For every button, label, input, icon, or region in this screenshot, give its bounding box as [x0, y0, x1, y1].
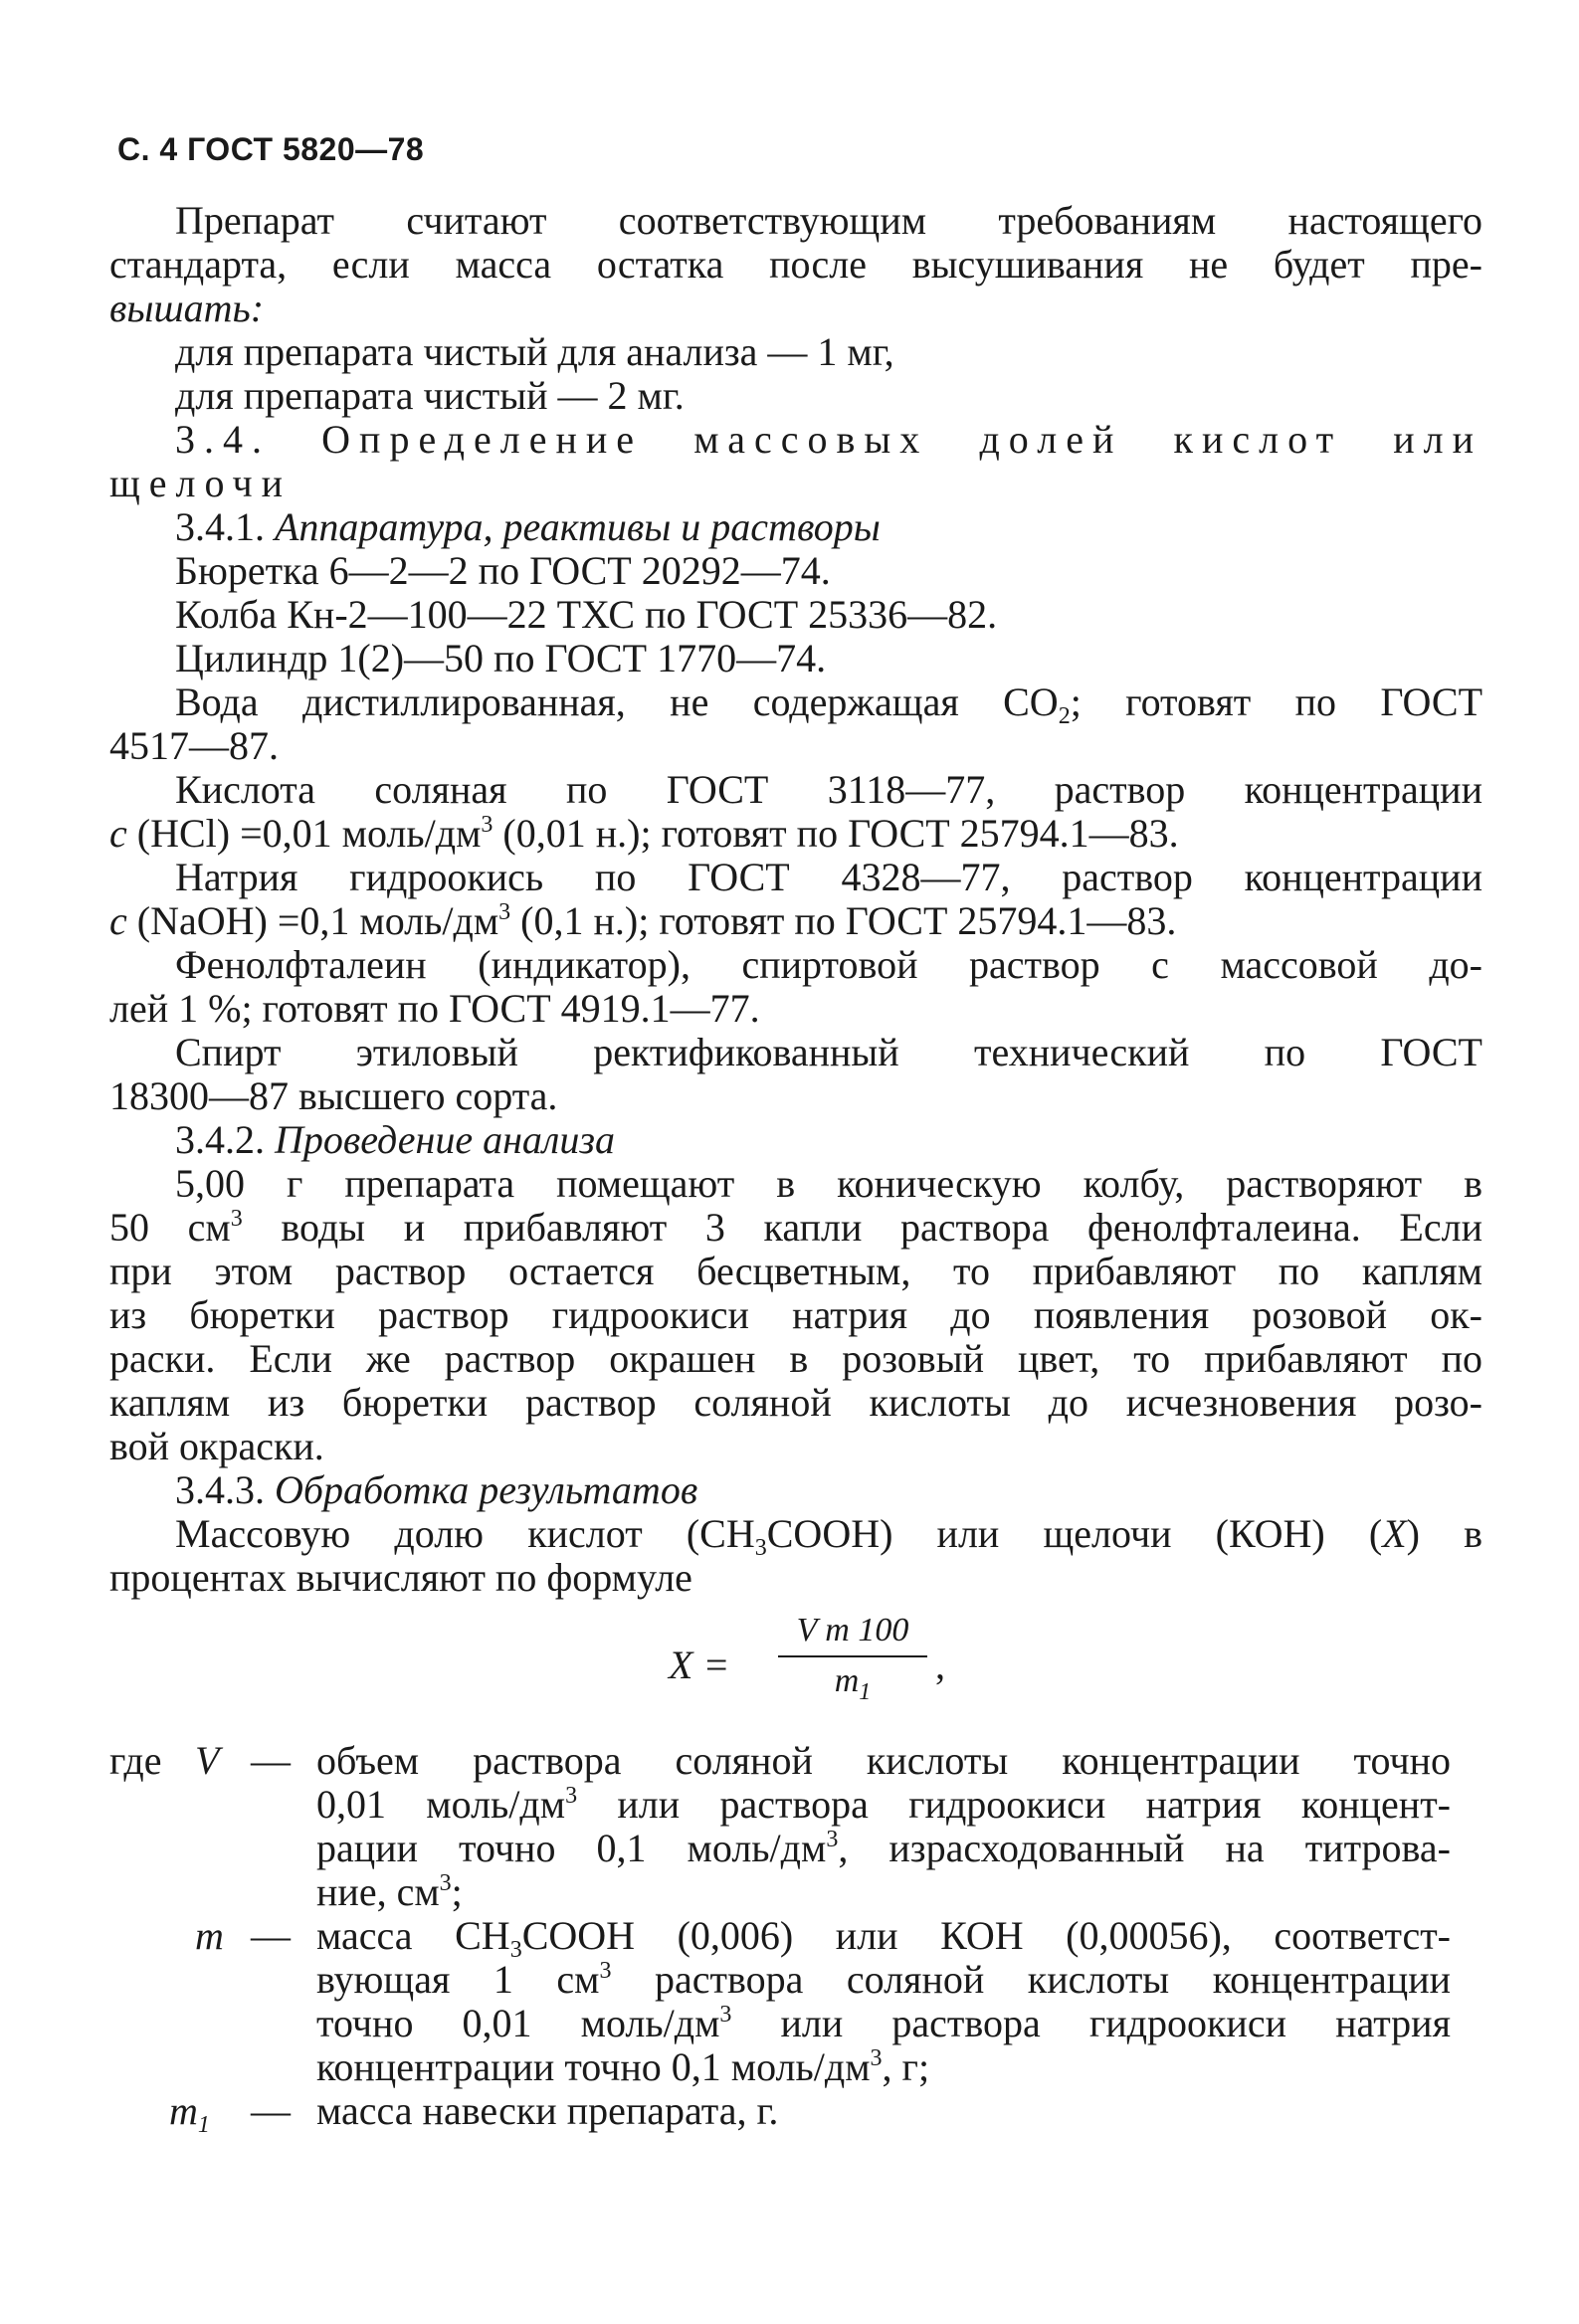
superscript: 3	[870, 2045, 883, 2071]
text-span: ние, см	[316, 1869, 440, 1914]
formula-fraction	[778, 1610, 927, 1703]
text-span	[175, 1511, 1482, 1561]
text-span	[316, 1913, 1452, 1963]
text-span: , израсходованный на титрова-	[838, 1826, 1451, 1870]
text-span	[316, 1957, 1451, 2002]
subsection-heading-3-4-3	[109, 1468, 1482, 1512]
superscript: 3	[230, 1206, 243, 1232]
paragraph-line	[109, 899, 1482, 943]
def-term-m: m	[195, 1913, 224, 1958]
text-span: (HCl) =0,01 моль/дм	[126, 811, 482, 856]
text-span: воды и прибавляют 3 капли раствора фенолфталеина. Если	[242, 1205, 1482, 1250]
def-line	[316, 1958, 1451, 2002]
paragraph-line: при этом раствор остается бесцветным, то прибавляют по каплям	[109, 1249, 1482, 1293]
text-span: COOH (0,006) или КОН (0,00056), соответст-	[521, 1913, 1452, 1958]
subscript: 2	[1058, 703, 1071, 729]
text-span: , г;	[882, 2044, 930, 2089]
paragraph-line: Кислота соляная по ГОСТ 3118—77, раствор концентрации	[175, 767, 1482, 812]
def-line	[316, 2045, 1451, 2089]
paragraph-line: Бюретка 6—2—2 по ГОСТ 20292—74.	[175, 548, 831, 593]
paragraph-line: Цилиндр 1(2)—50 по ГОСТ 1770—74.	[175, 636, 827, 680]
text-span: ;	[451, 1869, 463, 1914]
text-span: точно 0,01 моль/дм	[316, 2001, 720, 2045]
paragraph-line: 18300—87 высшего сорта.	[109, 1073, 558, 1118]
text-span: 50 см	[109, 1205, 231, 1250]
text-span	[316, 2001, 1451, 2045]
text-span: или раствора гидроокиси натрия	[731, 2001, 1451, 2045]
subscript: 3	[509, 1937, 522, 1963]
text-span: ) в	[1406, 1511, 1482, 1556]
superscript: 3	[565, 1783, 578, 1809]
text-span	[316, 1782, 1451, 1827]
paragraph-line	[109, 1206, 1482, 1250]
paragraph-line: Спирт этиловый ректификованный технический по ГОСТ	[175, 1030, 1482, 1074]
def-dash: —	[251, 1913, 291, 1958]
def-term-m1	[169, 2088, 210, 2138]
def-line	[316, 1783, 1451, 1827]
paragraph-line	[109, 812, 1482, 856]
paragraph-line: 4517—87.	[109, 723, 279, 768]
text-span	[109, 1205, 1482, 1250]
formula-denominator	[778, 1659, 927, 1703]
superscript: 3	[719, 2002, 732, 2028]
def-line	[316, 1827, 1451, 1870]
paragraph-line: лей 1 %; готовят по ГОСТ 4919.1—77.	[109, 986, 760, 1031]
superscript: 3	[439, 1870, 452, 1896]
formula-lhs: X =	[669, 1643, 730, 1687]
def-line	[316, 1870, 1451, 1914]
text-span: (0,1 н.); готовят по ГОСТ 25794.1—83.	[510, 898, 1177, 943]
def-dash: —	[251, 1738, 291, 1783]
text-span: раствора соляной кислоты концентрации	[611, 1957, 1452, 2002]
paragraph-line: стандарта, если масса остатка после высушивания не будет пре-	[109, 242, 1482, 287]
variable-c: c	[109, 811, 127, 856]
subsection-title: Аппаратура, реактивы и растворы	[275, 504, 881, 549]
where-label: где	[109, 1738, 162, 1783]
paragraph-line: из бюретки раствор гидроокиси натрия до появления розовой ок-	[109, 1292, 1482, 1337]
subsection-heading-3-4-2	[109, 1118, 1482, 1162]
term-var: m	[169, 2088, 198, 2133]
paragraph-line: процентах вычисляют по формуле	[109, 1555, 692, 1600]
text-span: (0,01 н.); готовят по ГОСТ 25794.1—83.	[493, 811, 1179, 856]
paragraph-line: каплям из бюретки раствор соляной кислоты до исчезновения розо-	[109, 1380, 1482, 1425]
superscript: 3	[481, 812, 493, 838]
page-header: С. 4 ГОСТ 5820—78	[117, 131, 425, 167]
subsection-number: 3.4.1.	[175, 504, 265, 549]
text-span: COOH) или щелочи (КОН) (	[766, 1511, 1383, 1556]
def-term-v: V	[195, 1738, 220, 1783]
text-span: концентрации точно 0,1 моль/дм	[316, 2044, 871, 2089]
paragraph-line: для препарата чистый — 2 мг.	[175, 373, 685, 418]
subsection-title: Проведение анализа	[275, 1117, 615, 1162]
def-line	[316, 2002, 1451, 2045]
subscript: 1	[197, 2112, 210, 2138]
variable-x: X	[1382, 1511, 1407, 1556]
subsection-title: Обработка результатов	[275, 1467, 698, 1512]
text-span: Вода дистиллированная, не содержащая СО	[175, 679, 1059, 724]
paragraph-line: вой окраски.	[109, 1424, 324, 1468]
def-line: масса навески препарата, г.	[316, 2088, 779, 2133]
section-heading-3-4-cont: щелочи	[109, 461, 293, 505]
paragraph-line	[109, 679, 1482, 729]
paragraph-line: вышать:	[109, 286, 265, 330]
variable-c: c	[109, 898, 127, 943]
denominator-var: m	[834, 1662, 860, 1699]
subsection-number: 3.4.3.	[175, 1467, 265, 1512]
paragraph-line: для препарата чистый для анализа — 1 мг,	[175, 329, 894, 374]
text-span: масса CH	[316, 1913, 510, 1958]
superscript: 3	[599, 1958, 612, 1984]
subscript: 3	[754, 1535, 767, 1561]
subsection-heading-3-4-1	[109, 505, 1482, 549]
subsection-number: 3.4.2.	[175, 1117, 265, 1162]
def-line	[316, 1913, 1452, 1963]
formula-numerator: V m 100	[796, 1612, 909, 1648]
formula-comma: ,	[935, 1643, 945, 1687]
paragraph-line: Фенолфталеин (индикатор), спиртовой раствор с массовой до-	[175, 942, 1482, 987]
text-span: (NaOH) =0,1 моль/дм	[126, 898, 499, 943]
text-span: Массовую долю кислот (CH	[175, 1511, 755, 1556]
text-span: 0,01 моль/дм	[316, 1782, 566, 1827]
text-span: вующая 1 см	[316, 1957, 600, 2002]
section-heading-3-4: 3.4. Определение массовых долей кислот или	[175, 417, 1482, 462]
superscript: 3	[826, 1827, 839, 1852]
paragraph-line: 5,00 г препарата помещают в коническую колбу, растворяют в	[175, 1161, 1482, 1206]
def-dash: —	[251, 2088, 291, 2133]
text-span: рации точно 0,1 моль/дм	[316, 1826, 827, 1870]
paragraph-line: Препарат считают соответствующим требованиям настоящего	[175, 198, 1482, 243]
paragraph-line: Колба Кн-2—100—22 ТХС по ГОСТ 25336—82.	[175, 592, 998, 637]
paragraph-line: Натрия гидроокись по ГОСТ 4328—77, раствор концентрации	[175, 855, 1482, 899]
superscript: 3	[498, 899, 511, 925]
subscript: 1	[859, 1679, 872, 1705]
paragraph-line	[109, 1511, 1482, 1561]
text-span: ; готовят по ГОСТ	[1070, 679, 1482, 724]
def-line: объем раствора соляной кислоты концентрации точно	[316, 1738, 1451, 1783]
text-span	[316, 1826, 1451, 1870]
fraction-bar	[778, 1655, 927, 1657]
paragraph-line: раски. Если же раствор окрашен в розовый цвет, то прибавляют по	[109, 1336, 1482, 1381]
text-span: или раствора гидроокиси натрия концент-	[577, 1782, 1451, 1827]
